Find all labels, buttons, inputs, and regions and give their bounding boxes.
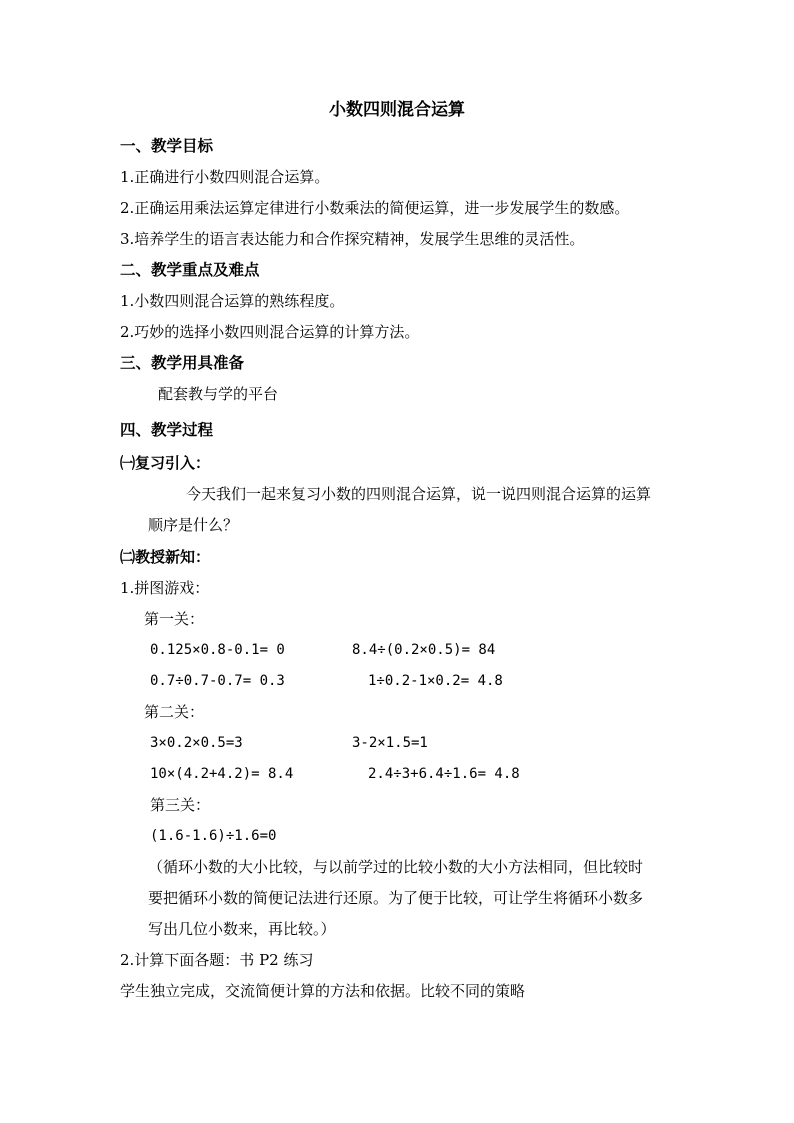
page-title: 小数四则混合运算: [329, 100, 465, 120]
section-heading-key-points: 二、教学重点及难点: [120, 260, 260, 279]
level-label: 第三关：: [150, 796, 211, 814]
review-text-line: 顺序是什么？: [148, 516, 239, 534]
equation: 2.4÷3+6.4÷1.6= 4.8: [368, 766, 520, 782]
key-point-item: 1.小数四则混合运算的熟练程度。: [120, 292, 345, 310]
review-text-line: 今天我们一起来复习小数的四则混合运算，说一说四则混合运算的运算: [186, 485, 652, 503]
goal-item: 3.培养学生的语言表达能力和合作探究精神，发展学生思维的灵活性。: [120, 230, 585, 248]
subsection-heading-new-knowledge: ㈡教授新知：: [120, 548, 211, 566]
equation: 8.4÷(0.2×0.5)= 84: [352, 642, 496, 658]
level-label: 第一关：: [144, 610, 205, 628]
puzzle-game-label: 1.拼图游戏：: [120, 579, 210, 597]
key-point-item: 2.巧妙的选择小数四则混合运算的计算方法。: [120, 323, 420, 341]
equation: 1÷0.2-1×0.2= 4.8: [368, 673, 503, 689]
note-line: 写出几位小数来，再比较。）: [148, 920, 336, 938]
equation: 0.7÷0.7-0.7= 0.3: [150, 673, 285, 689]
calc-task-label: 2.计算下面各题：书 P2 练习: [120, 951, 314, 969]
materials-text: 配套教与学的平台: [158, 385, 279, 403]
level-label: 第二关：: [144, 703, 205, 721]
note-line: 要把循环小数的简便记法进行还原。为了便于比较，可让学生将循环小数多: [148, 889, 644, 907]
equation: 3×0.2×0.5=3: [150, 735, 243, 751]
goal-item: 2.正确运用乘法运算定律进行小数乘法的简便运算，进一步发展学生的数感。: [120, 199, 630, 217]
equation: 0.125×0.8-0.1= 0: [150, 642, 285, 658]
equation: (1.6-1.6)÷1.6=0: [150, 828, 277, 844]
equation: 3-2×1.5=1: [352, 735, 428, 751]
section-heading-goals: 一、教学目标: [120, 136, 214, 155]
section-heading-process: 四、教学过程: [120, 420, 214, 439]
goal-item: 1.正确进行小数四则混合运算。: [120, 168, 330, 186]
subsection-heading-review: ㈠复习引入：: [120, 454, 211, 472]
closing-text: 学生独立完成，交流简便计算的方法和依据。比较不同的策略: [120, 982, 526, 1000]
equation: 10×(4.2+4.2)= 8.4: [150, 766, 294, 782]
section-heading-materials: 三、教学用具准备: [120, 353, 245, 372]
note-line: （循环小数的大小比较，与以前学过的比较小数的大小方法相同，但比较时: [148, 858, 644, 876]
